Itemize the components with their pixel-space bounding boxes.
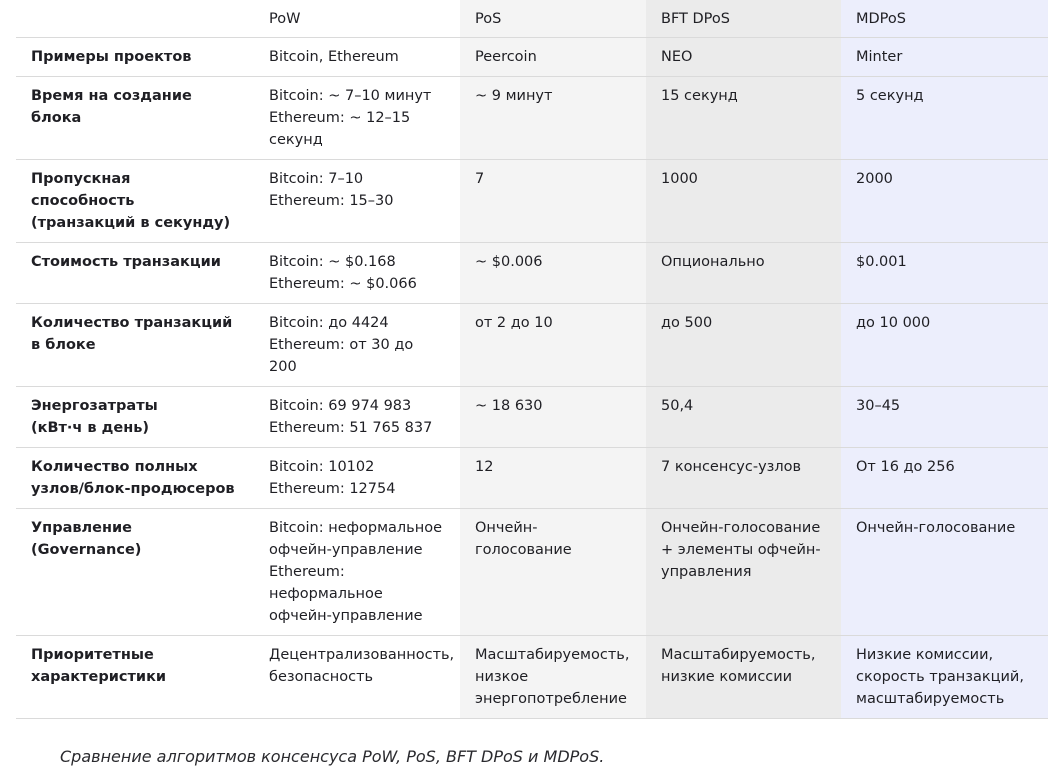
cell-pos — [460, 77, 646, 160]
cell-line: Низкие комиссии, — [856, 647, 994, 663]
row-label — [16, 243, 254, 304]
cell-line: Bitcoin: ~ $0.168 — [269, 254, 396, 270]
cell-bft-dpos — [646, 160, 841, 243]
cell-mdpos — [841, 387, 1048, 448]
cell-mdpos — [841, 243, 1048, 304]
cell-line: Bitcoin: ~ 7–10 минут — [269, 88, 432, 104]
row-label-line: блока — [31, 110, 82, 126]
cell-line: до 500 — [661, 315, 713, 331]
table-row — [16, 243, 1048, 304]
cell-bft-dpos — [646, 38, 841, 77]
cell-pos — [460, 304, 646, 387]
cell-line: масштабируемость — [856, 691, 1005, 707]
cell-line: $0.001 — [856, 254, 907, 270]
cell-line: Децентрализованность, — [269, 647, 455, 663]
row-label-line: (транзакций в секунду) — [31, 215, 231, 231]
cell-line: От 16 до 256 — [856, 459, 955, 475]
row-label-line: Время на создание — [31, 88, 192, 104]
table-row — [16, 304, 1048, 387]
header-empty-cell — [16, 0, 254, 38]
cell-pos — [460, 636, 646, 719]
cell-line: ~ $0.006 — [475, 254, 543, 270]
cell-line: офчейн-управление — [269, 608, 423, 624]
cell-line: 50,4 — [661, 398, 694, 414]
cell-pow — [254, 448, 460, 509]
cell-mdpos — [841, 160, 1048, 243]
cell-line: Bitcoin, Ethereum — [269, 49, 399, 65]
cell-pow — [254, 243, 460, 304]
table-row — [16, 38, 1048, 77]
row-label — [16, 387, 254, 448]
consensus-comparison-table — [16, 0, 1048, 719]
row-label-line: способность — [31, 193, 135, 209]
cell-bft-dpos — [646, 304, 841, 387]
cell-bft-dpos — [646, 509, 841, 636]
cell-line: 12 — [475, 459, 494, 475]
cell-line: Bitcoin: неформальное — [269, 520, 443, 536]
cell-line: 7 консенсус-узлов — [661, 459, 802, 475]
row-label — [16, 509, 254, 636]
cell-line: Ethereum: 12754 — [269, 481, 396, 497]
row-label — [16, 304, 254, 387]
row-label-line: Стоимость транзакции — [31, 254, 221, 270]
cell-bft-dpos — [646, 387, 841, 448]
row-label-line: Пропускная — [31, 171, 131, 187]
table-row — [16, 387, 1048, 448]
cell-bft-dpos — [646, 448, 841, 509]
table-body — [16, 38, 1048, 719]
row-label-line: Примеры проектов — [31, 49, 192, 65]
cell-line: безопасность — [269, 669, 374, 685]
cell-pos — [460, 448, 646, 509]
row-label-line: узлов/блок-продюсеров — [31, 481, 235, 497]
cell-mdpos — [841, 509, 1048, 636]
cell-bft-dpos — [646, 77, 841, 160]
cell-line: Bitcoin: 69 974 983 — [269, 398, 412, 414]
cell-line: + элементы офчейн- — [661, 542, 821, 558]
cell-pos — [460, 243, 646, 304]
cell-line: Bitcoin: 7–10 — [269, 171, 364, 187]
table-row — [16, 448, 1048, 509]
cell-line: Bitcoin: до 4424 — [269, 315, 389, 331]
table-caption: Сравнение алгоритмов консенсуса PoW, PoS, BFT DPoS и MDPoS. — [60, 747, 605, 766]
cell-pos — [460, 38, 646, 77]
row-label — [16, 77, 254, 160]
table-row — [16, 509, 1048, 636]
comparison-table-wrapper — [16, 0, 1048, 719]
cell-pow — [254, 304, 460, 387]
cell-line: голосование — [475, 542, 572, 558]
cell-line: 1000 — [661, 171, 698, 187]
cell-line: неформальное — [269, 586, 383, 602]
cell-pos — [460, 509, 646, 636]
row-label-line: (Governance) — [31, 542, 142, 558]
cell-line: ~ 9 минут — [475, 88, 553, 104]
header-row — [16, 0, 1048, 38]
row-label-line: Количество транзакций — [31, 315, 233, 331]
cell-pow — [254, 160, 460, 243]
cell-line: низкое — [475, 669, 529, 685]
cell-line: Ethereum: — [269, 564, 345, 580]
cell-line: Peercoin — [475, 49, 537, 65]
cell-line: Minter — [856, 49, 903, 65]
cell-mdpos — [841, 304, 1048, 387]
cell-line: 15 секунд — [661, 88, 738, 104]
row-label-line: Количество полных — [31, 459, 198, 475]
cell-line: Ethereum: 15–30 — [269, 193, 394, 209]
cell-line: Ончейн- — [475, 520, 538, 536]
header-pow: PoW — [254, 0, 460, 38]
cell-line: Масштабируемость, — [661, 647, 816, 663]
row-label-line: Приоритетные — [31, 647, 154, 663]
cell-line: до 10 000 — [856, 315, 931, 331]
header-bft-dpos: BFT DPoS — [646, 0, 841, 38]
cell-pow — [254, 387, 460, 448]
row-label-line: в блоке — [31, 337, 96, 353]
cell-bft-dpos — [646, 636, 841, 719]
cell-line: скорость транзакций, — [856, 669, 1024, 685]
cell-pow — [254, 509, 460, 636]
cell-pow — [254, 77, 460, 160]
cell-bft-dpos — [646, 243, 841, 304]
cell-line: ~ 18 630 — [475, 398, 543, 414]
cell-line: от 2 до 10 — [475, 315, 553, 331]
cell-line: Ethereum: от 30 до — [269, 337, 414, 353]
cell-line: Ethereum: ~ $0.066 — [269, 276, 417, 292]
cell-line: Масштабируемость, — [475, 647, 630, 663]
cell-line: NEO — [661, 49, 693, 65]
table-row — [16, 77, 1048, 160]
cell-line: Ethereum: ~ 12–15 — [269, 110, 411, 126]
cell-line: энергопотребление — [475, 691, 627, 707]
cell-line: Опционально — [661, 254, 765, 270]
row-label — [16, 160, 254, 243]
cell-pos — [460, 160, 646, 243]
cell-mdpos — [841, 77, 1048, 160]
cell-line: секунд — [269, 132, 323, 148]
row-label — [16, 38, 254, 77]
cell-line: Ончейн-голосование — [856, 520, 1016, 536]
cell-line: низкие комиссии — [661, 669, 793, 685]
cell-line: 2000 — [856, 171, 893, 187]
row-label — [16, 636, 254, 719]
cell-line: офчейн-управление — [269, 542, 423, 558]
cell-mdpos — [841, 38, 1048, 77]
row-label-line: характеристики — [31, 669, 167, 685]
cell-line: 5 секунд — [856, 88, 924, 104]
table-header — [16, 0, 1048, 38]
cell-mdpos — [841, 448, 1048, 509]
cell-line: Bitcoin: 10102 — [269, 459, 375, 475]
cell-line: 7 — [475, 171, 485, 187]
row-label-line: (кВт·ч в день) — [31, 420, 150, 436]
cell-line: управления — [661, 564, 752, 580]
row-label-line: Энергозатраты — [31, 398, 158, 414]
cell-line: Ethereum: 51 765 837 — [269, 420, 433, 436]
table-row — [16, 636, 1048, 719]
cell-line: 200 — [269, 359, 297, 375]
cell-line: Ончейн-голосование — [661, 520, 821, 536]
cell-pow — [254, 636, 460, 719]
header-pos: PoS — [460, 0, 646, 38]
row-label — [16, 448, 254, 509]
header-mdpos: MDPoS — [841, 0, 1048, 38]
cell-pos — [460, 387, 646, 448]
cell-mdpos — [841, 636, 1048, 719]
cell-line: 30–45 — [856, 398, 901, 414]
cell-pow — [254, 38, 460, 77]
row-label-line: Управление — [31, 520, 133, 536]
table-row — [16, 160, 1048, 243]
